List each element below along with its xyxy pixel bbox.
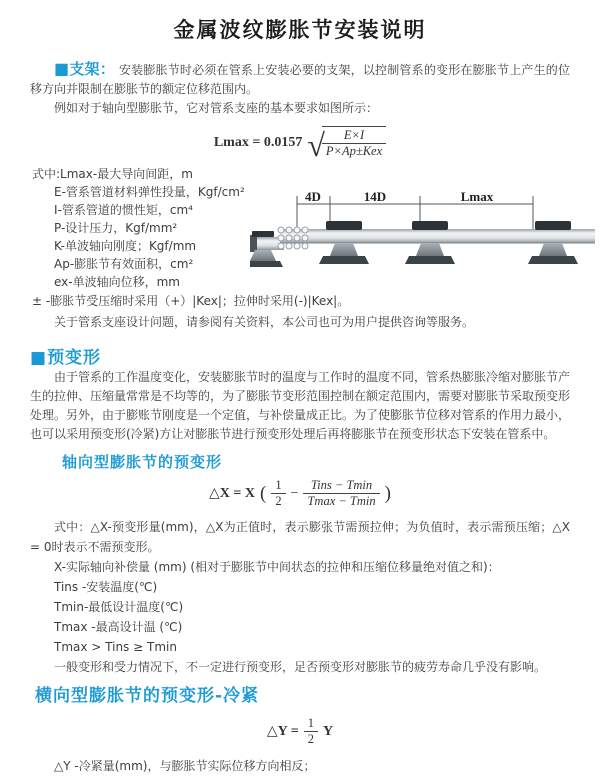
definitions-and-diagram-region xyxy=(30,165,570,291)
minus-sign: − xyxy=(290,485,299,501)
support-intro-paragraph xyxy=(30,59,570,99)
consult-note: 关于管系支座设计问题，请参阅有关资料，本公司也可为用户提供咨询等服务。 xyxy=(54,315,475,329)
left-paren: ( xyxy=(259,482,267,504)
radical-sign-icon: √ xyxy=(307,126,325,163)
note-item: 式中：△X-预变形量(mm)，△X为正值时，表示膨张节需预拉伸；为负值时，表示需预压缩；△X = 0时表示不需预变形。 xyxy=(30,520,570,554)
lateral-formula-rhs: Y xyxy=(322,723,334,739)
lateral-heading: 横向型膨胀节的预变形-冷紧 xyxy=(35,686,260,706)
lateral-half-denominator: 2 xyxy=(307,732,314,746)
note-item: Tmax > Tins ≥ Tmin xyxy=(54,640,177,654)
axial-heading: 轴向型膨胀节的预变形 xyxy=(62,453,223,471)
axial-formula-lhs: △X = X xyxy=(209,486,255,501)
formula-axial-predeform xyxy=(30,478,570,509)
formula-lmax xyxy=(30,126,570,163)
definition-item: P-设计压力，Kgf/mm² xyxy=(54,221,178,235)
right-paren: ) xyxy=(384,482,391,504)
lmax-fraction-denominator: P×Ap±Kex xyxy=(325,144,383,158)
sqrt-radical xyxy=(307,126,386,163)
definition-item: K-单波轴向刚度；Kgf/mm xyxy=(54,239,197,253)
support-example-text: 例如对于轴向型膨胀节，它对管系支座的基本要求如图所示： xyxy=(54,101,379,115)
definition-item: ex-单波轴向位移，mm xyxy=(54,275,180,289)
temperature-fraction xyxy=(303,478,379,509)
lateral-note: △Y -冷紧量(mm)，与膨胀节实际位移方向相反； xyxy=(54,759,316,773)
support-intro-text: 安装膨胀节时必须在管系上安装必要的支架，以控制管系的变形在膨胀节上产生的位移方向并限制在膨胀节的额定位移范围内。 xyxy=(30,63,570,96)
definition-item: E-管系管道材料弹性投量，Kgf/cm² xyxy=(54,185,245,199)
note-item: 一般变形和受力情况下，不一定进行预变形，足否预变形对膨胀节的疲劳寿命几乎没有影响。 xyxy=(54,660,547,674)
temperature-numerator: Tins − Tmin xyxy=(303,478,379,494)
note-item: X-实际轴向补偿量 (mm) (相对于膨胀节中间状态的拉伸和压缩位移量绝对值之和)： xyxy=(54,560,500,574)
temperature-denominator: Tmax − Tmin xyxy=(307,494,376,508)
pipe-end-cap xyxy=(250,235,257,252)
label-14d: 14D xyxy=(363,191,387,204)
pipe-support-diagram xyxy=(250,191,595,287)
blue-square-marker: ■ xyxy=(30,348,48,368)
plusminus-note: ± -膨胀节受压缩时采用（+）|Kex|；拉伸时采用(-)|Kex|。 xyxy=(32,294,350,308)
label-4d: 4D xyxy=(305,191,321,204)
dimension-labels xyxy=(305,191,494,204)
lateral-formula-lhs: △Y = xyxy=(266,724,299,739)
note-item: Tmin-最低设计温度(℃) xyxy=(54,600,184,614)
axial-notes-list xyxy=(30,517,570,677)
definition-item: I-管系管道的惯性矩，cm⁴ xyxy=(54,203,193,217)
half-fraction xyxy=(271,478,285,509)
blue-square-marker: ■ xyxy=(54,59,70,78)
note-item: Tmax -最高设计温 (℃) xyxy=(54,620,183,634)
page-title: 金属波纹膨胀节安装说明 xyxy=(173,18,427,42)
definition-item: Ap-膨胀节有效面积，cm² xyxy=(54,257,194,271)
lmax-fraction xyxy=(322,126,386,159)
predeform-body-paragraph: 由于管系的工作温度变化，安装膨胀节时的温度与工作时的温度不同，管系热膨胀冷缩对膨胀节产生的拉伸、压缩量常常是不均等的，为了膨胀节变形范围控制在额定范围内，需要对膨胀节采取预变形处理。另外，由于膨账节刚度是一个定值，与补偿量成正比。为了使膨胀节位移对管系的作用力最小，也可以采用预变形(冷紧)方让对膨胀节进行预变形处理后再将膨胀节在预变形状态下安装在管系中。 xyxy=(30,370,571,441)
lmax-fraction-numerator: E×I xyxy=(322,128,386,144)
half-denominator: 2 xyxy=(275,494,282,508)
predeform-heading-text: 预变形 xyxy=(47,348,102,368)
definition-item: 式中:Lmax-最大导向间距，m xyxy=(32,167,193,181)
note-item: Tins -安装温度(℃) xyxy=(54,580,158,594)
pipe xyxy=(280,229,595,243)
formula-lmax-lhs: Lmax = 0.0157 xyxy=(213,134,303,150)
formula-lateral-coldpull xyxy=(30,716,570,747)
half-numerator: 1 xyxy=(271,478,285,494)
label-lmax: Lmax xyxy=(460,191,494,204)
predeform-heading xyxy=(30,343,570,368)
lateral-half-fraction xyxy=(304,716,318,747)
lateral-half-numerator: 1 xyxy=(304,716,318,732)
support-section-label: 支架： xyxy=(69,60,115,78)
